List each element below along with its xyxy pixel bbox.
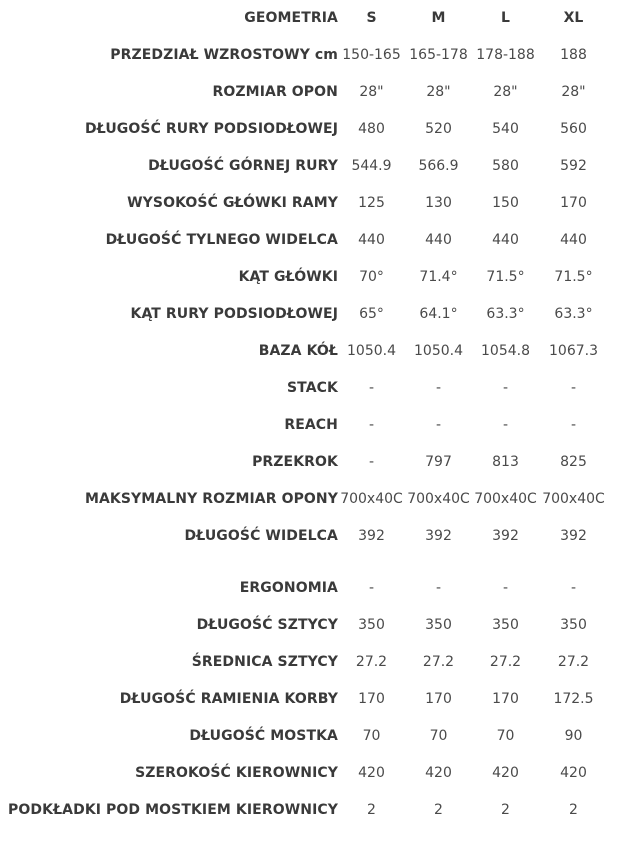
- table-row: [0, 407, 635, 444]
- cell-m: 1050.4: [414, 343, 463, 359]
- cell-xl: 560: [560, 121, 587, 137]
- cell-l: 28": [493, 84, 518, 100]
- cell-xl: 71.5°: [554, 269, 593, 285]
- cell-xl: 700x40C: [542, 491, 605, 507]
- cell-s: 150-165: [342, 47, 401, 63]
- cell-xl: 2: [569, 802, 578, 818]
- row-label: PRZEDZIAŁ WZROSTOWY cm: [110, 47, 338, 63]
- cell-l: 1054.8: [481, 343, 530, 359]
- row-label: WYSOKOŚĆ GŁÓWKI RAMY: [127, 195, 338, 211]
- table-row: [0, 481, 635, 518]
- cell-l: 63.3°: [486, 306, 525, 322]
- cell-l: 150: [492, 195, 519, 211]
- table-row: [0, 607, 635, 644]
- cell-s: 440: [358, 232, 385, 248]
- cell-m: 420: [425, 765, 452, 781]
- cell-m: 64.1°: [419, 306, 458, 322]
- cell-xl: 1067.3: [549, 343, 598, 359]
- cell-l: 350: [492, 617, 519, 633]
- cell-l: 71.5°: [486, 269, 525, 285]
- cell-m: 71.4°: [419, 269, 458, 285]
- row-label: DŁUGOŚĆ RURY PODSIODŁOWEJ: [85, 121, 338, 137]
- row-label: SZEROKOŚĆ KIEROWNICY: [135, 765, 338, 781]
- row-label: DŁUGOŚĆ TYLNEGO WIDELCA: [105, 232, 338, 248]
- cell-s: -: [368, 380, 375, 396]
- table-row: [0, 370, 635, 407]
- cell-xl: 172.5: [553, 691, 594, 707]
- cell-s: 2: [367, 802, 376, 818]
- row-label: DŁUGOŚĆ SZTYCY: [196, 617, 338, 633]
- cell-m: 700x40C: [407, 491, 470, 507]
- geometry-header-row: [0, 0, 635, 37]
- table-row: [0, 185, 635, 222]
- cell-xl: 27.2: [557, 654, 590, 670]
- row-label: BAZA KÓŁ: [258, 343, 338, 359]
- row-label: DŁUGOŚĆ WIDELCA: [184, 528, 338, 544]
- cell-m: 130: [425, 195, 452, 211]
- row-label: STACK: [286, 380, 338, 396]
- table-row: [0, 644, 635, 681]
- table-row: [0, 111, 635, 148]
- cell-m: 170: [425, 691, 452, 707]
- cell-l: -: [502, 380, 509, 396]
- row-label: ŚREDNICA SZTYCY: [191, 654, 338, 670]
- cell-l: 580: [492, 158, 519, 174]
- row-label: REACH: [284, 417, 338, 433]
- cell-xl: 592: [560, 158, 587, 174]
- cell-s: 28": [359, 84, 384, 100]
- table-row: [0, 333, 635, 370]
- cell-s: -: [368, 417, 375, 433]
- table-row: [0, 222, 635, 259]
- size-header-m: M: [431, 10, 446, 26]
- cell-l: -: [502, 417, 509, 433]
- cell-l: 440: [492, 232, 519, 248]
- cell-m: 520: [425, 121, 452, 137]
- cell-xl: -: [570, 417, 577, 433]
- cell-l: -: [502, 580, 509, 596]
- cell-xl: -: [570, 580, 577, 596]
- table-row: [0, 444, 635, 481]
- cell-m: 165-178: [409, 47, 468, 63]
- cell-l: 27.2: [489, 654, 522, 670]
- size-header-s: S: [366, 10, 377, 26]
- table-row: [0, 681, 635, 718]
- table-row: [0, 37, 635, 74]
- cell-l: 2: [501, 802, 510, 818]
- cell-s: 544.9: [351, 158, 392, 174]
- cell-l: 540: [492, 121, 519, 137]
- cell-xl: 28": [561, 84, 586, 100]
- cell-m: 566.9: [418, 158, 459, 174]
- cell-m: 392: [425, 528, 452, 544]
- row-label: KĄT RURY PODSIODŁOWEJ: [130, 306, 338, 322]
- table-row: [0, 718, 635, 755]
- cell-s: 392: [358, 528, 385, 544]
- cell-xl: -: [570, 380, 577, 396]
- row-label: ROZMIAR OPON: [212, 84, 338, 100]
- cell-s: 700x40C: [340, 491, 403, 507]
- row-label: PODKŁADKI POD MOSTKIEM KIEROWNICY: [8, 802, 338, 818]
- cell-l: 70: [496, 728, 515, 744]
- cell-l: 420: [492, 765, 519, 781]
- cell-m: 28": [426, 84, 451, 100]
- cell-s: 70: [362, 728, 381, 744]
- cell-s: 65°: [359, 306, 384, 322]
- cell-xl: 392: [560, 528, 587, 544]
- size-header-l: L: [501, 10, 510, 26]
- table-row: [0, 755, 635, 792]
- cell-s: 170: [358, 691, 385, 707]
- table-row: [0, 74, 635, 111]
- cell-s: 420: [358, 765, 385, 781]
- cell-m: -: [435, 380, 442, 396]
- size-header-xl: XL: [563, 10, 584, 26]
- ergonomics-header-row: [0, 570, 635, 607]
- cell-xl: 440: [560, 232, 587, 248]
- cell-xl: 420: [560, 765, 587, 781]
- cell-m: 27.2: [422, 654, 455, 670]
- cell-s: -: [368, 580, 375, 596]
- cell-xl: 350: [560, 617, 587, 633]
- cell-l: 813: [492, 454, 519, 470]
- cell-m: 797: [425, 454, 452, 470]
- cell-m: 350: [425, 617, 452, 633]
- row-label: PRZEKROK: [252, 454, 338, 470]
- table-row: [0, 518, 635, 555]
- table-row: [0, 148, 635, 185]
- cell-l: 392: [492, 528, 519, 544]
- cell-s: 480: [358, 121, 385, 137]
- row-label: DŁUGOŚĆ MOSTKA: [189, 728, 338, 744]
- cell-l: 170: [492, 691, 519, 707]
- cell-m: 440: [425, 232, 452, 248]
- row-label: DŁUGOŚĆ GÓRNEJ RURY: [148, 158, 338, 174]
- cell-l: 700x40C: [474, 491, 537, 507]
- cell-l: 178-188: [476, 47, 535, 63]
- cell-s: 125: [358, 195, 385, 211]
- cell-m: 2: [434, 802, 443, 818]
- cell-xl: 63.3°: [554, 306, 593, 322]
- geometry-heading: GEOMETRIA: [244, 10, 338, 26]
- cell-s: 70°: [359, 269, 384, 285]
- row-label: KĄT GŁÓWKI: [238, 269, 338, 285]
- cell-s: 350: [358, 617, 385, 633]
- row-label: DŁUGOŚĆ RAMIENIA KORBY: [119, 691, 338, 707]
- cell-s: -: [368, 454, 375, 470]
- table-row: [0, 259, 635, 296]
- cell-m: 70: [429, 728, 448, 744]
- table-row: [0, 792, 635, 829]
- cell-m: -: [435, 580, 442, 596]
- ergonomics-heading: ERGONOMIA: [239, 580, 338, 596]
- table-row: [0, 296, 635, 333]
- cell-xl: 825: [560, 454, 587, 470]
- cell-xl: 90: [564, 728, 583, 744]
- cell-xl: 188: [560, 47, 587, 63]
- cell-m: -: [435, 417, 442, 433]
- row-label: MAKSYMALNY ROZMIAR OPONY: [84, 491, 338, 507]
- cell-xl: 170: [560, 195, 587, 211]
- cell-s: 1050.4: [347, 343, 396, 359]
- cell-s: 27.2: [355, 654, 388, 670]
